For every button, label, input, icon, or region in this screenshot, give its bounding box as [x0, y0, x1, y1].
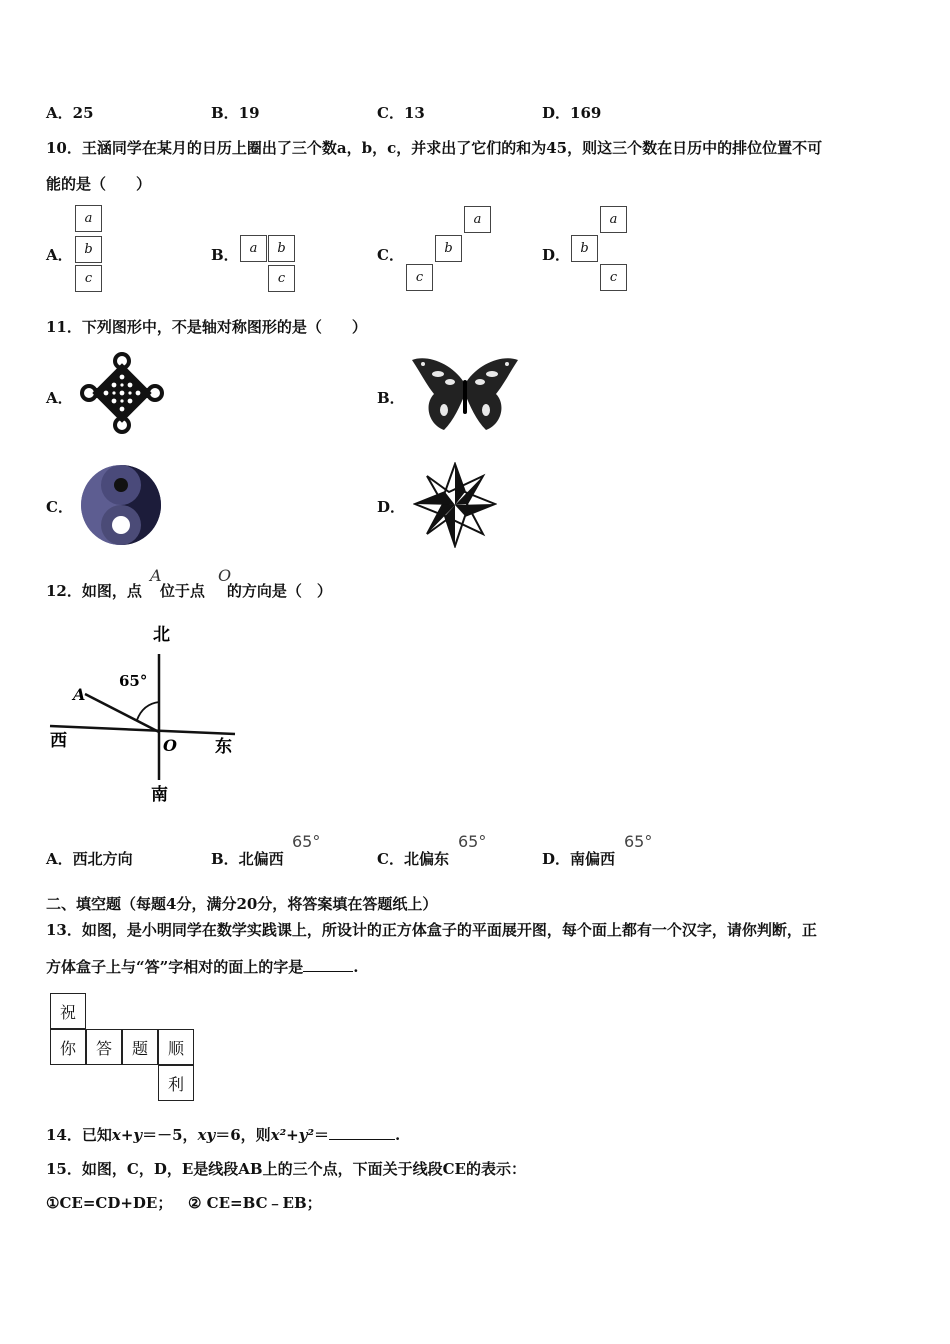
ray-oa — [85, 694, 159, 732]
net-cell-row-2: 题 — [122, 1029, 158, 1065]
q9-option-d: D．169 — [542, 104, 602, 122]
net-cell-bottom: 利 — [158, 1065, 194, 1101]
q15-item-2: ② CE=BC﹣EB； — [188, 1194, 322, 1212]
q10-a-cell-a: a — [75, 205, 102, 232]
q10-label-d: D． — [542, 246, 571, 264]
q10-b-cell-a: a — [240, 235, 267, 262]
net-cell-top: 祝 — [50, 993, 86, 1029]
q10-a-cell-b: b — [75, 236, 102, 263]
q12-stem-pre: 12．如图，点 — [46, 582, 142, 600]
q12-option-c: C．北偏东 — [377, 850, 449, 868]
q13-stem-line2-post: . — [353, 958, 359, 976]
q11-stem: 11．下列图形中，不是轴对称图形的是（ ） — [46, 318, 367, 336]
q10-c-cell-b: b — [435, 235, 462, 262]
q10-stem-line1: 10．王涵同学在某月的日历上圈出了三个数a，b，c，并求出了它们的和为45，则这三个数在日历中的排位位置不可 — [46, 139, 823, 157]
q14-eq2: xy — [197, 1126, 216, 1144]
q9-option-c: C．13 — [377, 104, 425, 122]
net-cell-row-1: 答 — [86, 1029, 122, 1065]
q14-pre: 14．已知 — [46, 1126, 112, 1144]
q12-option-d: D．南偏西 — [542, 850, 616, 868]
section-2-heading: 二、填空题（每题4分，满分20分，将答案填在答题纸上） — [46, 895, 438, 913]
net-cell-row-3: 顺 — [158, 1029, 194, 1065]
q13-stem-line2-pre: 方体盒子上与“答”字相对的面上的字是 — [46, 958, 304, 976]
q10-c-cell-c: c — [406, 264, 433, 291]
q11-label-a: A． — [46, 389, 73, 407]
q12-stem-mid: 位于点 — [159, 582, 205, 600]
angle-arc — [137, 702, 159, 720]
q12-option-a: A．西北方向 — [46, 850, 133, 868]
q12-stem-post: 的方向是（ ） — [226, 582, 332, 600]
q13-stem-line1: 13．如图，是小明同学在数学实践课上，所设计的正方体盒子的平面展开图，每个面上都有一个汉字，请你判断，正 — [46, 921, 817, 939]
butterfly-icon — [408, 354, 522, 434]
q13-answer-blank[interactable] — [303, 957, 353, 972]
q12-stem — [46, 580, 332, 601]
q10-stem-line2: 能的是（ ） — [46, 175, 152, 193]
q10-label-b: B． — [211, 246, 239, 264]
q11-label-d: D． — [377, 498, 406, 516]
ew-axis — [50, 726, 235, 734]
chinese-knot-icon — [80, 352, 164, 434]
q9-option-b: B．19 — [211, 104, 260, 122]
q14-eq2-val: ＝6，则 — [215, 1126, 271, 1144]
q10-label-c: C． — [377, 246, 404, 264]
q12-option-c-angle: 65° — [458, 832, 487, 851]
q12-option-d-angle: 65° — [624, 832, 653, 851]
label-o: O — [163, 736, 177, 755]
q11-label-b: B． — [377, 389, 405, 407]
q11-label-c: C． — [46, 498, 73, 516]
q14-eq1-val: ＝－5， — [142, 1126, 198, 1144]
yin-yang-icon — [80, 463, 162, 548]
q12-option-b-angle: 65° — [292, 832, 321, 851]
label-a: A — [73, 685, 86, 704]
q14-eq1: x+y — [111, 1126, 143, 1144]
q10-b-cell-b: b — [268, 235, 295, 262]
q12-option-b: B．北偏西 — [211, 850, 284, 868]
q10-d-cell-b: b — [571, 235, 598, 262]
q14-post: . — [395, 1126, 401, 1144]
label-east: 东 — [215, 737, 232, 757]
q10-d-cell-c: c — [600, 264, 627, 291]
q12-point-a: A — [150, 566, 162, 585]
label-south: 南 — [151, 785, 168, 805]
q14-eq3: x²+y² — [270, 1126, 315, 1144]
direction-diagram — [45, 620, 245, 810]
q14-eq3-val: ＝ — [314, 1126, 330, 1144]
q10-c-cell-a: a — [464, 206, 491, 233]
label-west: 西 — [50, 731, 67, 751]
q10-label-a: A． — [46, 246, 73, 264]
label-angle: 65° — [119, 672, 148, 690]
q9-option-a: A．25 — [46, 104, 94, 122]
q14-answer-blank[interactable] — [329, 1125, 395, 1140]
q15-stem: 15．如图，C，D，E是线段AB上的三个点，下面关于线段CE的表示： — [46, 1160, 526, 1178]
q10-d-cell-a: a — [600, 206, 627, 233]
q15-item-1: ①CE=CD+DE； — [46, 1194, 173, 1212]
q12-point-o: O — [218, 566, 232, 585]
eight-point-star-icon — [413, 462, 497, 548]
q13-stem-line2 — [46, 956, 359, 977]
net-cell-row-0: 你 — [50, 1029, 86, 1065]
q10-b-cell-c: c — [268, 265, 295, 292]
q14-stem — [46, 1124, 400, 1145]
q10-a-cell-c: c — [75, 265, 102, 292]
label-north: 北 — [153, 625, 170, 645]
